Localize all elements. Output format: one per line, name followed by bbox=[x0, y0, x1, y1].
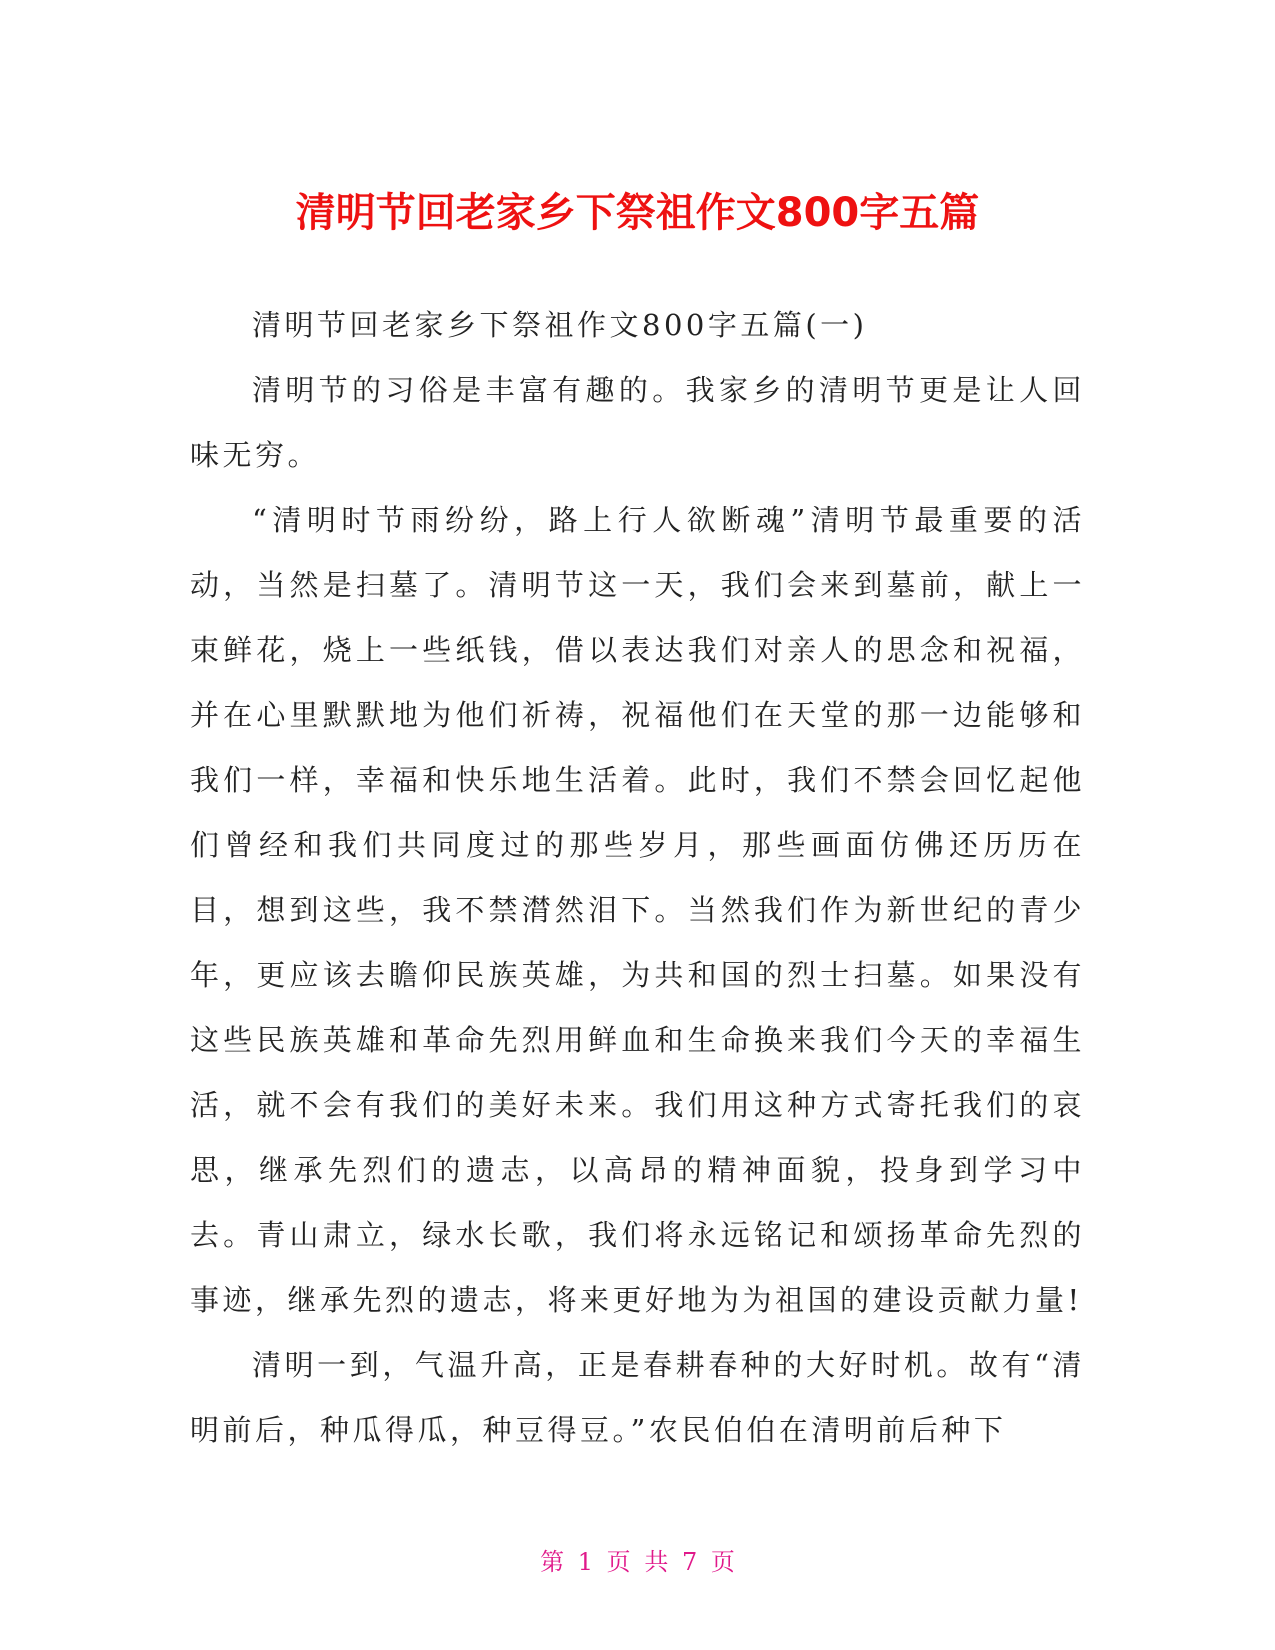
body-paragraph: 清明节的习俗是丰富有趣的。我家乡的清明节更是让人回味无穷。 bbox=[190, 373, 1085, 472]
footer-total-pages: 7 bbox=[681, 1548, 698, 1576]
subtitle-paragraph: 清明节回老家乡下祭祖作文800字五篇(一) bbox=[252, 308, 868, 342]
footer-label-unit: 页 bbox=[606, 1548, 631, 1576]
document-body bbox=[190, 293, 1085, 1463]
page-footer bbox=[0, 1546, 1275, 1578]
footer-current-page: 1 bbox=[577, 1548, 594, 1576]
body-paragraph: “清明时节雨纷纷，路上行人欲断魂”清明节最重要的活动，当然是扫墓了。清明节这一天，我们会来到墓前，献上一束鲜花，烧上一些纸钱，借以表达我们对亲人的思念和祝福，并在心里默默地为他们祈祷，祝福他们在天堂的那一边能够和我们一样，幸福和快乐地生活着。此时，我们不禁会回忆起他们曾经和我们共同度过的那些岁月，那些画面仿佛还历历在目，想到这些，我不禁潸然泪下。当然我们作为新世纪的青少年，更应该去瞻仰民族英雄，为共和国的烈士扫墓。如果没有这些民族英雄和革命先烈用鲜血和生命换来我们今天的幸福生活，就不会有我们的美好未来。我们用这种方式寄托我们的哀思，继承先烈们的遗志，以高昂的精神面貌，投身到学习中去。青山肃立，绿水长歌，我们将永远铭记和颂扬革命先烈的事迹，继承先烈的遗志，将来更好地为为祖国的建设贡献力量! bbox=[190, 503, 1085, 1317]
footer-label-page: 第 bbox=[540, 1548, 565, 1576]
body-paragraph: 清明一到，气温升高，正是春耕春种的大好时机。故有“清明前后，种瓜得瓜，种豆得豆。”农民伯伯在清明前后种下 bbox=[190, 1348, 1085, 1447]
footer-label-total: 共 bbox=[644, 1548, 669, 1576]
document-title: 清明节回老家乡下祭祖作文800字五篇 bbox=[295, 189, 980, 236]
footer-label-unit-2: 页 bbox=[710, 1548, 735, 1576]
